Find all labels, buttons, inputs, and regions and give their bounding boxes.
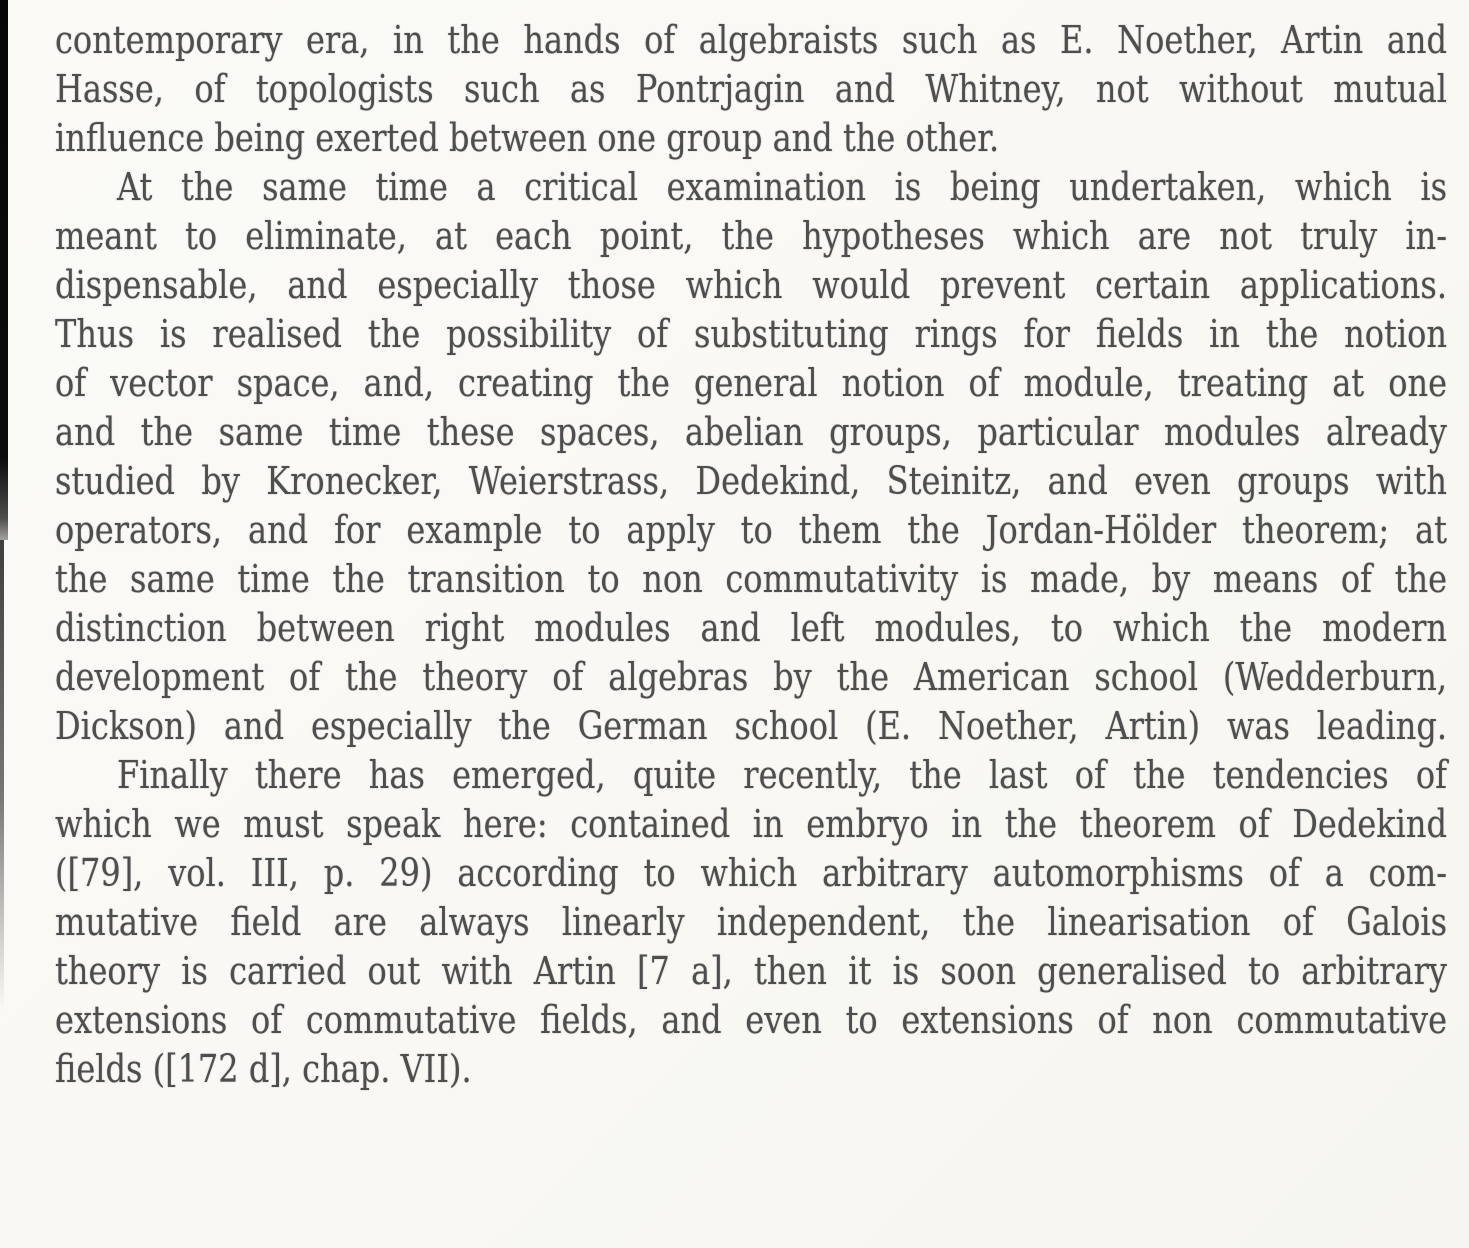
text-line: contemporary era, in the hands of algebraists such as E. Noether, Artin and xyxy=(55,17,1447,63)
text-line: fields ([172 d], chap. VII). xyxy=(55,1046,472,1092)
text-line: Dickson) and especially the German school (E. Noether, Artin) was leading. xyxy=(55,703,1447,749)
text-line: extensions of commutative fields, and even to extensions of non commutative xyxy=(55,997,1447,1043)
paragraph-3 xyxy=(55,751,1447,1094)
text-line: Finally there has emerged, quite recently, the last of the tendencies of xyxy=(117,752,1447,798)
text-line: operators, and for example to apply to them the Jordan-Hölder theorem; at xyxy=(55,507,1447,553)
text-line: of vector space, and, creating the general notion of module, treating at one xyxy=(55,360,1447,406)
page-text xyxy=(55,16,1447,1094)
text-line: At the same time a critical examination is being undertaken, which is xyxy=(117,164,1447,210)
text-line: development of the theory of algebras by the American school (Wedderburn, xyxy=(55,654,1447,700)
scan-gutter-shadow-middle xyxy=(0,540,4,1010)
text-line: the same time the transition to non commutativity is made, by means of the xyxy=(55,556,1447,602)
text-line: Hasse, of topologists such as Pontrjagin and Whitney, not without mutual xyxy=(55,66,1447,112)
text-line: meant to eliminate, at each point, the hypotheses which are not truly in- xyxy=(55,213,1447,259)
text-line: Thus is realised the possibility of substituting rings for fields in the notion xyxy=(55,311,1447,357)
text-line: which we must speak here: contained in embryo in the theorem of Dedekind xyxy=(55,801,1447,847)
text-line: studied by Kronecker, Weierstrass, Dedekind, Steinitz, and even groups with xyxy=(55,458,1447,504)
text-line: influence being exerted between one group and the other. xyxy=(55,115,1000,161)
text-line: ([79], vol. III, p. 29) according to which arbitrary automorphisms of a com- xyxy=(55,850,1447,896)
paragraph-2 xyxy=(55,163,1447,751)
text-line: dispensable, and especially those which would prevent certain applications. xyxy=(55,262,1447,308)
text-line: distinction between right modules and left modules, to which the modern xyxy=(55,605,1447,651)
scan-gutter-shadow-top xyxy=(0,0,8,540)
text-line: mutative field are always linearly independent, the linearisation of Galois xyxy=(55,899,1447,945)
text-line: theory is carried out with Artin [7 a], then it is soon generalised to arbitrary xyxy=(55,948,1447,994)
paragraph-1 xyxy=(55,16,1447,163)
text-line: and the same time these spaces, abelian groups, particular modules already xyxy=(55,409,1447,455)
